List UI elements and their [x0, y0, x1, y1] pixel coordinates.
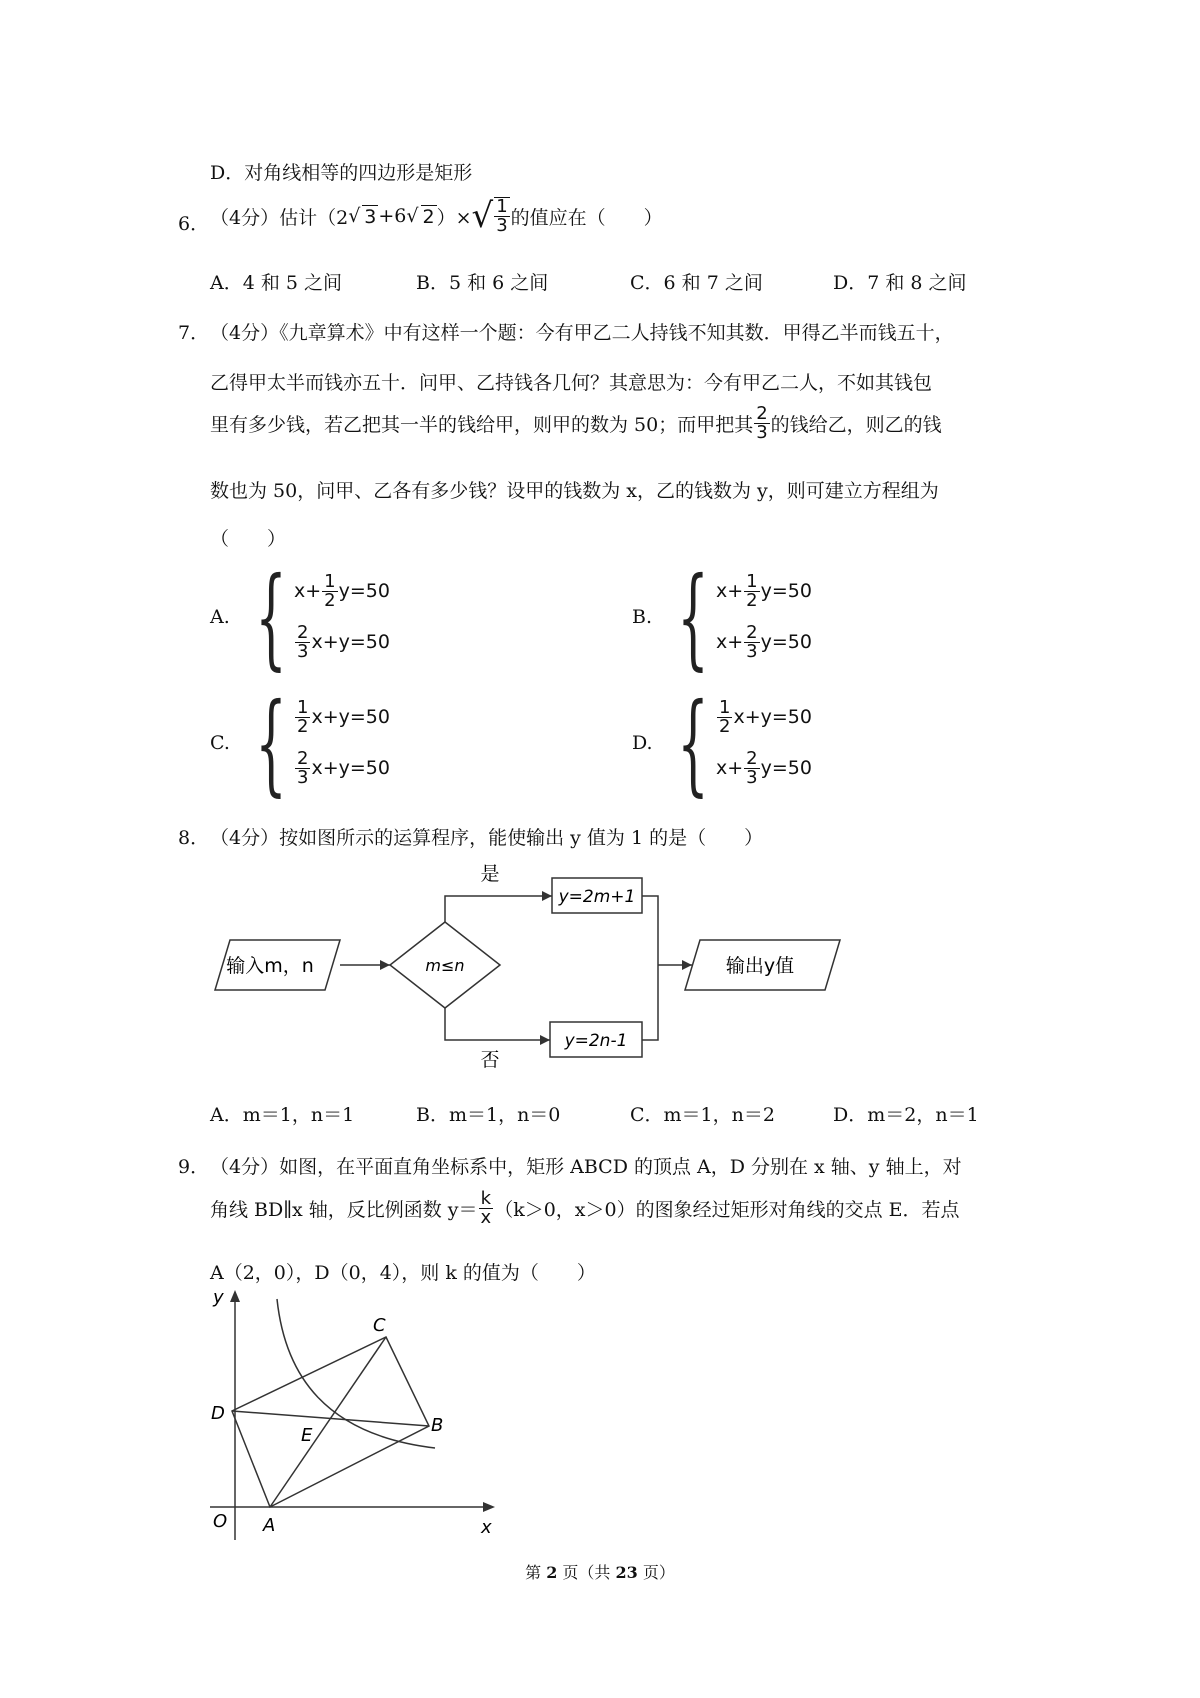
- brace: {: [255, 679, 287, 807]
- q6-option-a: A．4 和 5 之间: [210, 272, 343, 294]
- q7-option-b: [632, 553, 812, 681]
- q9-line-2b: （k＞0，x＞0）的图象经过矩形对角线的交点 E．若点: [494, 1199, 960, 1221]
- q6-option-c: C．6 和 7 之间: [630, 272, 763, 294]
- q9-line-2a: 角线 BD∥x 轴，反比例函数 y＝: [210, 1199, 478, 1221]
- q8-number: 8．: [178, 827, 210, 849]
- sqrt-sign: √: [406, 205, 419, 227]
- q5-option-d: D．对角线相等的四边形是矩形: [210, 162, 473, 184]
- rectangle-abcd: [232, 1337, 429, 1507]
- equation-1: x+ $\frac{1}{2}$ y=50: [294, 571, 390, 611]
- option-label: B.: [632, 606, 653, 628]
- q6-stem-a: （4分）估计（2: [210, 206, 349, 229]
- q8-option-a: A．m＝1，n＝1: [210, 1104, 355, 1126]
- no-label: 否: [480, 1049, 500, 1071]
- label-a: A: [263, 1515, 276, 1536]
- label-b: B: [431, 1415, 444, 1436]
- condition-label: m≤n: [425, 956, 465, 975]
- q7-option-d: [632, 679, 812, 807]
- equation-1: $\frac{1}{2}$ x+y=50: [297, 697, 390, 737]
- q9-fraction: $\frac{k}{x}$: [480, 1188, 492, 1228]
- q6-fraction: $\frac{1}{3}$: [496, 196, 508, 236]
- q8-flowchart: [200, 860, 850, 1080]
- page-total: 23: [615, 1563, 638, 1582]
- option-label: D.: [632, 732, 653, 754]
- q7-option-c: [210, 679, 390, 807]
- q7-line-2: 乙得甲太半而钱亦五十．问甲、乙持钱各几何？其意思为：今有甲乙二人，不如其钱包: [210, 372, 933, 394]
- label-d: D: [211, 1403, 225, 1424]
- page-number: 2: [546, 1563, 558, 1582]
- q8-stem: （4分）按如图所示的运算程序，能使输出 y 值为 1 的是（ ）: [210, 827, 764, 849]
- option-label: A.: [210, 606, 230, 628]
- equation-2: $\frac{2}{3}$ x+y=50: [297, 622, 390, 662]
- q7-line-1: （4分）《九章算术》中有这样一个题：今有甲乙二人持钱不知其数．甲得乙半而钱五十，: [210, 322, 954, 344]
- brace: {: [677, 679, 709, 807]
- q7-line-3: [210, 405, 942, 442]
- sqrt-sign: √: [471, 196, 494, 236]
- q7-number: 7．: [178, 322, 210, 344]
- label-o: O: [213, 1511, 228, 1532]
- equation-1: $\frac{1}{2}$ x+y=50: [719, 697, 812, 737]
- q9-number: 9．: [178, 1156, 210, 1178]
- q7-line-3a: 里有多少钱，若乙把其一半的钱给甲，则甲的数为 50；而甲把其: [210, 414, 754, 436]
- q6-stem-tail: 的值应在（ ）: [510, 206, 663, 229]
- sqrt-sign: √: [348, 205, 361, 227]
- q9-line-2: [210, 1190, 960, 1227]
- q8-option-c: C．m＝1，n＝2: [630, 1104, 775, 1126]
- input-label: 输入m，n: [226, 955, 314, 977]
- q6-option-d: D．7 和 8 之间: [833, 272, 967, 294]
- q7-line-3b: 的钱给乙，则乙的钱: [770, 414, 942, 436]
- q6-plus: +6: [378, 205, 407, 227]
- q9-line-1: （4分）如图，在平面直角坐标系中，矩形 ABCD 的顶点 A，D 分别在 x 轴、y 轴上，对: [210, 1156, 962, 1178]
- q6-root2: 2: [422, 205, 435, 228]
- label-y: y: [213, 1287, 224, 1308]
- label-c: C: [373, 1315, 386, 1336]
- page-footer: 第 2 页（共 23 页）: [525, 1563, 675, 1582]
- equation-2: x+ $\frac{2}{3}$ y=50: [716, 748, 812, 788]
- q7-line-5: （ ）: [210, 528, 287, 550]
- q6-number: 6．: [178, 213, 210, 235]
- brace: {: [677, 553, 709, 681]
- label-e: E: [301, 1425, 313, 1446]
- equation-2: $\frac{2}{3}$ x+y=50: [297, 748, 390, 788]
- no-formula: y=2n-1: [564, 1031, 628, 1051]
- y-arrow: [230, 1290, 240, 1302]
- yes-label: 是: [480, 863, 500, 885]
- option-label: C.: [210, 732, 230, 754]
- label-x: x: [481, 1517, 492, 1538]
- q9-line-3: A（2，0），D（0，4），则 k 的值为（ ）: [210, 1262, 596, 1284]
- q6-option-b: B．5 和 6 之间: [416, 272, 549, 294]
- x-arrow: [483, 1502, 495, 1512]
- equation-1: x+ $\frac{1}{2}$ y=50: [716, 571, 812, 611]
- q7-fraction: $\frac{2}{3}$: [756, 403, 768, 443]
- brace: {: [255, 553, 287, 681]
- q8-option-b: B．m＝1，n＝0: [416, 1104, 561, 1126]
- q6-root3: 3: [364, 205, 377, 228]
- q7-line-4: 数也为 50，问甲、乙各有多少钱？设甲的钱数为 x，乙的钱数为 y，则可建立方程组为: [210, 480, 939, 502]
- output-label: 输出y值: [725, 955, 795, 977]
- q8-option-d: D．m＝2，n＝1: [833, 1104, 979, 1126]
- q6-stem: [210, 196, 663, 236]
- yes-formula: y=2m+1: [558, 887, 636, 907]
- q6-times: ）×: [436, 206, 472, 229]
- q7-option-a: [210, 553, 390, 681]
- equation-2: x+ $\frac{2}{3}$ y=50: [716, 622, 812, 662]
- q9-figure: [205, 1285, 505, 1545]
